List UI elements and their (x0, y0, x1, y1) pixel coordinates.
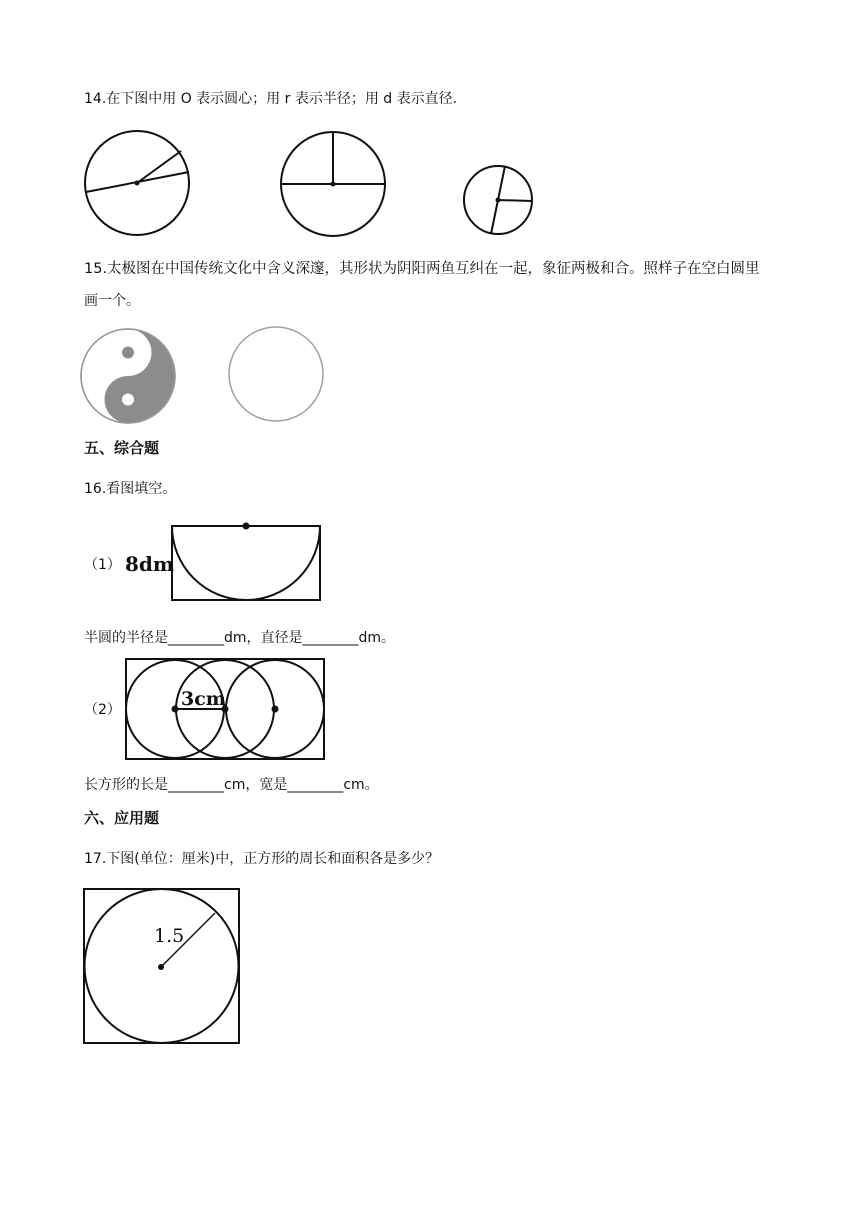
q15-text-line2: 画一个。 (84, 293, 140, 309)
q15-text-line1: 15.太极图在中国传统文化中含义深邃，其形状为阴阳两鱼互纠在一起，象征两极和合。照样子在空白圆里 (84, 261, 760, 277)
q16-part2-label: （2） (84, 702, 121, 718)
q16-part1-figure-label: 8dm (125, 552, 175, 576)
q16-text: 16.看图填空。 (84, 481, 177, 497)
q16-part1-label: （1） (84, 557, 121, 573)
q16-part2-figure-label: 3cm (181, 688, 226, 710)
q14-text: 14.在下图中用 O 表示圆心；用 r 表示半径；用 d 表示直径. (84, 91, 458, 107)
section-5-heading: 五、综合题 (84, 439, 160, 457)
q16-part2-answer: 长方形的长是________cm，宽是________cm。 (84, 777, 379, 793)
q17-text: 17.下图(单位：厘米)中，正方形的周长和面积各是多少？ (84, 851, 440, 867)
q16-part1-answer: 半圆的半径是________dm，直径是________dm。 (84, 630, 396, 646)
section-6-heading: 六、应用题 (84, 809, 160, 827)
q17-figure-label: 1.5 (154, 925, 185, 947)
